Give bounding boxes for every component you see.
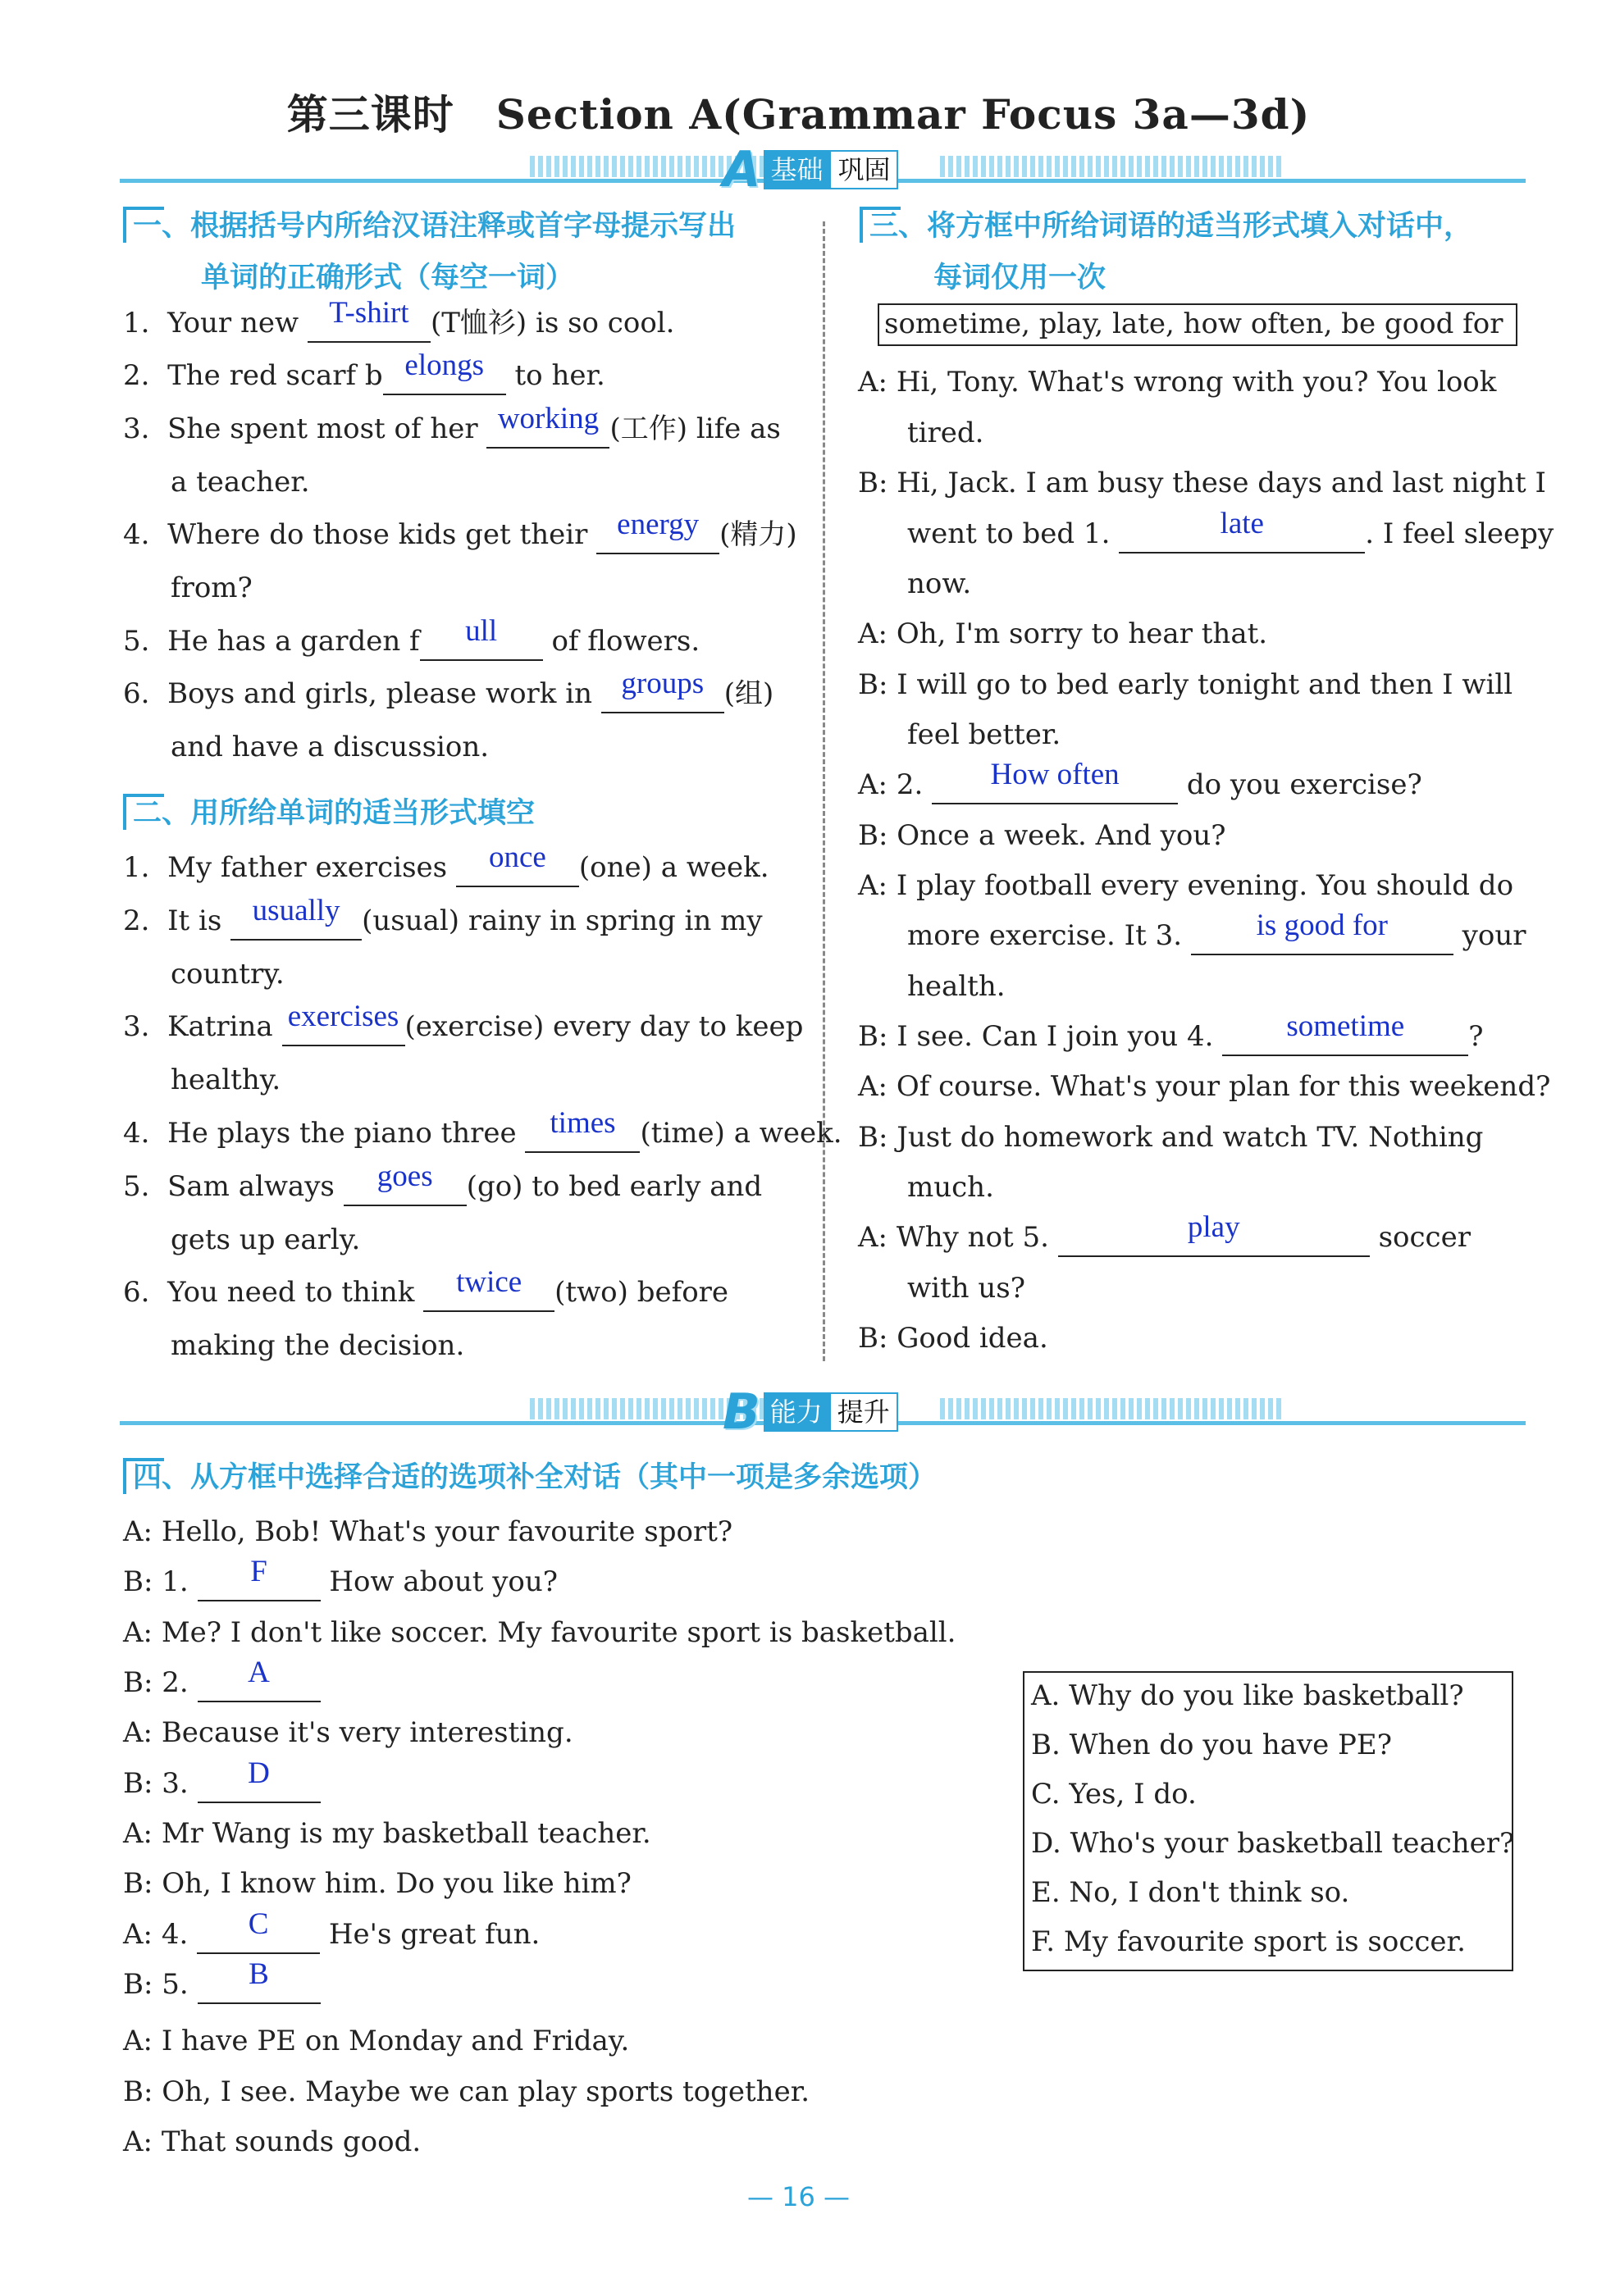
column-divider	[823, 221, 825, 1361]
option-c: C. Yes, I do.	[1031, 1778, 1197, 1811]
page-title: 第三课时 Section A(Grammar Focus 3a—3d)	[286, 90, 1311, 139]
s4-line-11: A: I have PE on Monday and Friday.	[123, 2025, 630, 2057]
s1-answer-4: energy	[617, 508, 700, 541]
s4-line-4: B: 2. A	[123, 1665, 321, 1702]
band-b-label2: 提升	[829, 1392, 898, 1432]
word-box: sometime, play, late, how often, be good for	[878, 303, 1517, 346]
s4-line-10: B: 5. B	[123, 1966, 321, 2004]
s2-answer-3: exercises	[287, 1000, 399, 1033]
s1-item-5: 5. He has a garden f ull of flowers.	[123, 623, 700, 661]
s2-item-3: 3. Katrina exercises (exercise) every day to keep	[123, 1009, 803, 1046]
section4-heading: 四、从方框中选择合适的选项补全对话（其中一项是多余选项）	[133, 1451, 937, 1504]
s1-item-1: 1. Your new T-shirt (T恤衫) is so cool.	[123, 305, 674, 343]
s4-line-5: A: Because it's very interesting.	[123, 1716, 573, 1749]
s3-answer-2: How often	[990, 758, 1120, 791]
s3-line-19: with us?	[907, 1272, 1025, 1305]
s4-answer-1: F	[250, 1555, 267, 1588]
s2-item-1: 1. My father exercises once (one) a week.	[123, 850, 769, 887]
band-b-letter: B	[723, 1383, 760, 1441]
s4-line-8: B: Oh, I know him. Do you like him?	[123, 1867, 632, 1900]
s1-item-3-cont: a teacher.	[171, 466, 310, 499]
s4-answer-2: A	[248, 1656, 270, 1689]
s3-line-2: tired.	[907, 417, 984, 449]
s4-answer-5: B	[249, 1957, 269, 1991]
section1-heading: 一、根据括号内所给汉语注释或首字母提示写出	[133, 200, 736, 253]
section2-heading: 二、用所给单词的适当形式填空	[133, 787, 535, 840]
s3-answer-5: play	[1187, 1210, 1240, 1244]
s2-item-2-cont: country.	[171, 958, 285, 991]
s4-answer-4: C	[248, 1907, 269, 1941]
s3-line-10: B: Once a week. And you?	[858, 819, 1226, 852]
s3-line-8: feel better.	[907, 718, 1061, 751]
s2-answer-6: twice	[456, 1265, 522, 1299]
s2-answer-5: goes	[376, 1159, 433, 1193]
option-b: B. When do you have PE?	[1031, 1729, 1392, 1761]
s3-answer-4: sometime	[1286, 1009, 1405, 1043]
s2-item-5-cont: gets up early.	[171, 1223, 361, 1256]
s2-answer-4: times	[550, 1106, 616, 1140]
page-number: — 16 —	[746, 2181, 851, 2212]
s3-line-6: A: Oh, I'm sorry to hear that.	[858, 617, 1268, 650]
s3-answer-1: late	[1220, 507, 1264, 540]
option-a: A. Why do you like basketball?	[1031, 1679, 1464, 1712]
s2-item-5: 5. Sam always goes (go) to bed early and	[123, 1168, 762, 1206]
s3-line-1: A: Hi, Tony. What's wrong with you? You look	[858, 366, 1497, 399]
s1-item-6-cont: and have a discussion.	[171, 731, 490, 763]
s3-line-7: B: I will go to bed early tonight and then I will	[858, 668, 1513, 701]
band-b-badge	[723, 1383, 898, 1441]
s4-line-13: A: That sounds good.	[123, 2125, 422, 2158]
options-box	[1023, 1671, 1513, 1971]
option-f: F. My favourite sport is soccer.	[1031, 1925, 1466, 1958]
section3-heading: 三、将方框中所给词语的适当形式填入对话中，	[869, 200, 1472, 253]
band-a-letter: A	[723, 141, 761, 198]
s3-line-4: went to bed 1. late . I feel sleepy	[907, 516, 1554, 554]
s4-line-6: B: 3. D	[123, 1765, 321, 1803]
s2-answer-2: usually	[252, 894, 340, 927]
s3-line-3: B: Hi, Jack. I am busy these days and last night I	[858, 467, 1546, 499]
option-d: D. Who's your basketball teacher?	[1031, 1827, 1515, 1860]
s3-line-20: B: Good idea.	[858, 1322, 1048, 1355]
band-a-label1: 基础	[764, 150, 829, 189]
s2-item-3-cont: healthy.	[171, 1064, 281, 1096]
s4-line-7: A: Mr Wang is my basketball teacher.	[123, 1817, 651, 1850]
s3-line-11: A: I play football every evening. You should do	[858, 869, 1514, 902]
s3-answer-3: is good for	[1256, 909, 1388, 942]
s3-line-14: B: I see. Can I join you 4. sometime ?	[858, 1018, 1483, 1056]
s3-line-18: A: Why not 5. play soccer	[858, 1219, 1471, 1257]
s4-answer-3: D	[248, 1756, 270, 1790]
s4-line-12: B: Oh, I see. Maybe we can play sports together.	[123, 2075, 810, 2108]
s4-line-9: A: 4. C He's great fun.	[123, 1916, 540, 1954]
s1-item-6: 6. Boys and girls, please work in groups (组)	[123, 676, 773, 713]
s3-line-17: much.	[907, 1171, 994, 1204]
s4-line-2: B: 1. F How about you?	[123, 1564, 558, 1601]
band-a-badge	[723, 141, 898, 198]
band-a-label2: 巩固	[829, 150, 898, 189]
s2-item-2: 2. It is usually (usual) rainy in spring in my	[123, 903, 763, 941]
s3-line-9: A: 2. How often do you exercise?	[858, 767, 1422, 804]
s2-item-4: 4. He plays the piano three times (time) a week.	[123, 1115, 842, 1153]
s3-line-13: health.	[907, 970, 1006, 1003]
s2-item-6-cont: making the decision.	[171, 1329, 465, 1362]
s1-answer-1: T-shirt	[329, 296, 409, 330]
s3-line-15: A: Of course. What's your plan for this weekend?	[858, 1070, 1551, 1103]
s2-answer-1: once	[488, 840, 546, 874]
s1-answer-5: ull	[465, 614, 498, 648]
s1-item-2: 2. The red scarf b elongs to her.	[123, 358, 605, 395]
s1-answer-2: elongs	[404, 348, 484, 382]
section3-heading-cont: 每词仅用一次	[933, 262, 1106, 294]
section-band-b	[120, 1383, 1526, 1456]
s2-item-6: 6. You need to think twice (two) before	[123, 1274, 728, 1312]
section1-heading-cont: 单词的正确形式（每空一词）	[201, 262, 575, 294]
s1-item-4: 4. Where do those kids get their energy (精力)	[123, 517, 797, 554]
s3-line-16: B: Just do homework and watch TV. Nothing	[858, 1121, 1484, 1154]
s1-answer-3: working	[497, 402, 600, 435]
s3-line-12: more exercise. It 3. is good for your	[907, 918, 1526, 955]
band-b-label1: 能力	[764, 1392, 829, 1432]
option-e: E. No, I don't think so.	[1031, 1876, 1350, 1909]
s1-item-4-cont: from?	[171, 572, 253, 604]
s1-item-3: 3. She spent most of her working (工作) life as	[123, 411, 781, 449]
s4-line-3: A: Me? I don't like soccer. My favourite sport is basketball.	[123, 1616, 956, 1649]
s1-answer-6: groups	[621, 667, 705, 700]
s4-line-1: A: Hello, Bob! What's your favourite sport?	[123, 1515, 733, 1548]
s3-line-5: now.	[907, 567, 972, 600]
